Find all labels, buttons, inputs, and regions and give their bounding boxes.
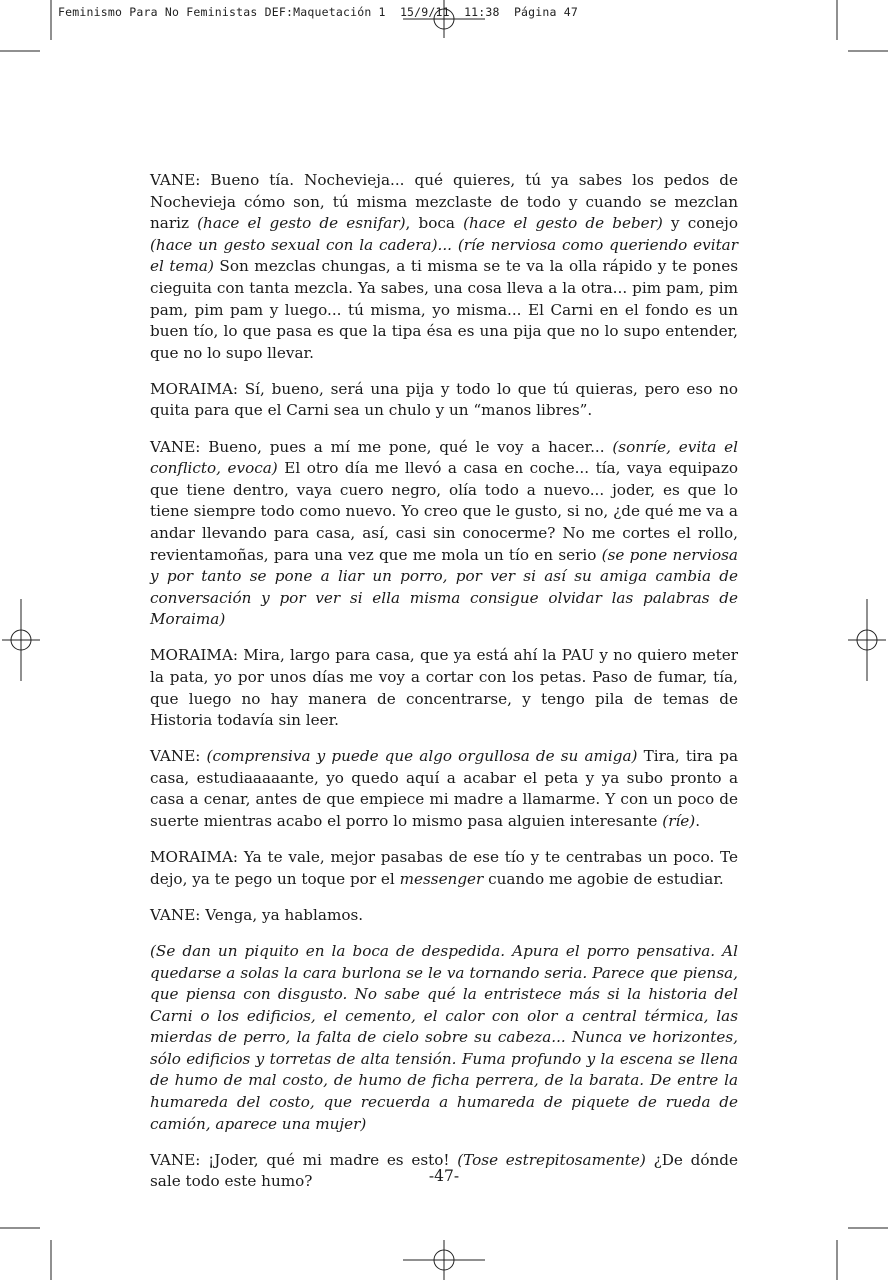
- slug-page: Página 47: [513, 5, 579, 19]
- dialogue-text: ¡Joder, qué mi madre es esto!: [200, 1150, 458, 1169]
- speaker-name: VANE:: [150, 171, 201, 189]
- stage-direction: messenger: [399, 869, 484, 888]
- dialogue-text: y conejo: [662, 214, 738, 233]
- dialogue-text: Bueno tía. Nochevieja... qué quieres, tú ya sabes los pedos de Nochevieja cómo son, tú misma mezclaste de todo y cuando se mezclan nariz: [150, 171, 738, 233]
- dialogue-text: cuando me agobie de estudiar.: [483, 869, 724, 888]
- slug-time: 11:38: [464, 5, 500, 19]
- dialogue-text: Venga, ya hablamos.: [200, 905, 364, 924]
- slug-file: Feminismo Para No Feministas DEF:Maquetación 1: [58, 5, 386, 19]
- dialogue-text: Sí, bueno, será una pija y todo lo que tú quieras, pero eso no quita para que el Carni sea un chulo y un “manos libres”.: [150, 379, 738, 420]
- dialogue-text: Son mezclas chungas, a ti misma se te va la olla rápido y te pones cieguita con tanta mezcla. Ya sabes, una cosa lleva a la otra... pim pam, pim pam, pim pam y luego... tú misma, yo misma... El Carni en el fondo es un buen tío, lo que pasa es que la tipa ésa es una pija que no lo supo entender, que no lo supo llevar.: [150, 257, 738, 362]
- stage-direction: (hace el gesto de beber): [463, 214, 663, 233]
- stage-direction: (comprensiva y puede que algo orgullosa de su amiga): [206, 747, 638, 766]
- dialogue-text: Bueno, pues a mí me pone, qué le voy a hacer...: [200, 437, 613, 456]
- dialogue-text: , boca: [405, 214, 464, 233]
- stage-direction: (se pone nerviosa y por tanto se pone a liar un porro, por ver si así su amiga cambia de conversación y por ver si ella misma consigue olvidar las palabras de Moraima): [150, 545, 738, 629]
- speaker-name: MORAIMA:: [150, 848, 239, 867]
- stage-direction: (hace el gesto de esnifar): [197, 214, 406, 233]
- dialogue-text: El otro día me llevó a casa en coche... tía, vaya equipazo que tiene dentro, vaya cuero negro, olía todo a nuevo... joder, es que lo tiene siempre todo como nuevo. Yo creo que le gusto, si no, ¿de qué me va a andar llevando para casa, así, casi sin conocerme? No me cortes el rollo, revientamoñas, para una vez que me mola un tío en serio: [150, 459, 738, 564]
- paragraph: [150, 379, 738, 422]
- dialogue-text: ¿De dónde sale todo este humo?: [150, 1150, 738, 1191]
- paragraph: [150, 437, 738, 631]
- speaker-name: MORAIMA:: [150, 646, 239, 665]
- stage-direction: (Tose estrepitosamente): [457, 1150, 646, 1169]
- speaker-name: VANE:: [150, 905, 201, 924]
- stage-direction: (ríe): [662, 812, 696, 831]
- registration-mark-top: [403, 0, 485, 38]
- body-text: [150, 170, 738, 1207]
- paragraph: [150, 645, 738, 731]
- paragraph: [150, 746, 738, 832]
- registration-mark-bottom: [403, 1240, 485, 1280]
- dialogue-text: Tira, tira pa casa, estudiaaaaante, yo quedo aquí a acabar el peta y ya subo pronto a casa a cenar, antes de que empiece mi madre a llamarme. Y con un poco de suerte mientras acabo el porro lo mismo pasa alguien interesante: [150, 747, 739, 831]
- paragraph: [150, 170, 738, 364]
- dialogue-text: Ya te vale, mejor pasabas de ese tío y te centrabas un poco. Te dejo, ya te pego un toque por el: [150, 848, 738, 888]
- paragraph: [150, 941, 738, 1135]
- speaker-name: VANE:: [150, 1150, 201, 1169]
- stage-direction: (Se dan un piquito en la boca de despedida. Apura el porro pensativa. Al quedarse a solas la cara burlona se le va tornando seria. Parece que piensa, que piensa con disgusto. No sabe qué la entristece más si la historia del Carni o los edificios, el cemento, el calor con olor a central térmica, las mierdas de perro, la falta de cielo sobre su cabeza... Nunca ve horizontes, sólo edificios y torretas de alta tensión. Fuma profundo y la escena se llena de humo de mal costo, de humo de ficha perrera, de la barata. De entre la humareda del costo, que recuerda a humareda de piquete de rueda de camión, aparece una mujer): [150, 941, 738, 1133]
- stage-direction: (sonríe, evita el conflicto, evoca): [150, 437, 738, 478]
- dialogue-text: Mira, largo para casa, que ya está ahí la PAU y no quiero meter la pata, yo por unos días me voy a cortar con los petas. Paso de fumar, tía, que luego no hay manera de concentrarse, y tengo pila de temas de Historia todavía sin leer.: [150, 646, 738, 730]
- stage-direction: (hace un gesto sexual con la cadera)... (ríe nerviosa como queriendo evitar el tema): [150, 235, 738, 276]
- paragraph: [150, 905, 738, 927]
- dialogue-text: .: [695, 812, 701, 831]
- slug-date: 15/9/11: [399, 5, 450, 19]
- speaker-name: VANE:: [150, 747, 201, 766]
- registration-mark-right: [848, 599, 886, 681]
- speaker-name: VANE:: [150, 437, 201, 456]
- registration-mark-left: [2, 599, 40, 681]
- paragraph: [150, 847, 738, 890]
- speaker-name: MORAIMA:: [150, 379, 239, 398]
- page-number: -47-: [428, 1167, 460, 1185]
